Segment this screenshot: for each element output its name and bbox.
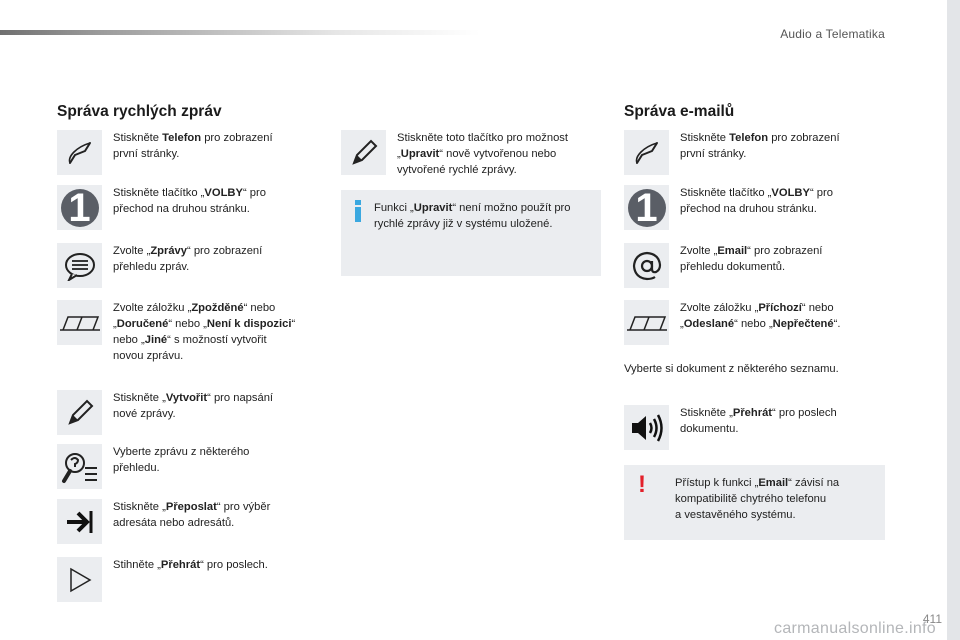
- warning-note: [624, 465, 885, 540]
- phone-icon: [624, 130, 669, 175]
- warning-text: Přístup k funkci „Email“ závisí na kompatibilitě chytrého telefonu a vestavěného systému.: [675, 477, 840, 521]
- messages-list-icon: [57, 243, 102, 288]
- info-note: [341, 190, 601, 276]
- pencil-icon: [341, 130, 386, 175]
- number-one-icon: 1: [628, 189, 666, 227]
- step-text: Zvolte „Zprávy“ pro zobrazení přehledu zpráv.: [113, 245, 263, 273]
- select-message-icon: [57, 444, 102, 489]
- step-text: Stiskněte Telefon pro zobrazení první stránky.: [680, 132, 840, 160]
- left-section-title: Správa rychlých zpráv: [57, 103, 222, 120]
- page-number: 411: [922, 612, 942, 626]
- tabs-icon: [57, 300, 102, 345]
- step-text: Zvolte „Email“ pro zobrazení přehledu dokumentů.: [680, 245, 823, 273]
- number-one-icon: 1: [61, 189, 99, 227]
- step-text: Stiskněte „Vytvořit“ pro napsání nové zprávy.: [113, 392, 274, 420]
- step-text: Stiskněte tlačítko „VOLBY“ pro přechod na druhou stránku.: [113, 187, 266, 215]
- section-name: Audio a Telematika: [780, 27, 885, 41]
- info-icon: [350, 200, 366, 226]
- speaker-icon: [624, 405, 669, 450]
- forward-icon: [57, 499, 102, 544]
- step-text: Stiskněte „Přeposlat“ pro výběr adresáta nebo adresátů.: [113, 501, 271, 529]
- step-text: Stiskněte Telefon pro zobrazení první stránky.: [113, 132, 273, 160]
- step-text: Stihněte „Přehrát“ pro poslech.: [113, 559, 268, 571]
- watermark: carmanualsonline.info: [774, 620, 936, 637]
- select-document-text: Vyberte si dokument z některého seznamu.: [624, 363, 839, 375]
- tabs-icon: [624, 300, 669, 345]
- page-edge-strip: [947, 0, 960, 640]
- step-text: Zvolte záložku „Příchozí“ nebo „Odeslané“ nebo „Nepřečtené“.: [680, 302, 841, 330]
- header-gradient-bar: [0, 30, 480, 35]
- warning-icon: !: [638, 471, 646, 498]
- pencil-icon: [57, 390, 102, 435]
- step-text: Vyberte zprávu z některého přehledu.: [113, 446, 250, 474]
- step-text: Stiskněte „Přehrát“ pro poslech dokumentu.: [680, 407, 837, 435]
- at-sign-icon: [624, 243, 669, 288]
- step-text: Stiskněte toto tlačítko pro možnost „Upravit“ nově vytvořenou nebo vytvořené rychlé zprávy.: [397, 132, 569, 176]
- info-text: Funkci „Upravit“ není možno použít pro rychlé zprávy již v systému uložené.: [374, 202, 571, 230]
- phone-icon: [57, 130, 102, 175]
- step-text: Zvolte záložku „Zpožděné“ nebo „Doručené“ nebo „Není k dispozici“ nebo „Jiné“ s možností vytvořit novou zprávu.: [113, 302, 296, 362]
- step-text: Stiskněte tlačítko „VOLBY“ pro přechod na druhou stránku.: [680, 187, 833, 215]
- right-section-title: Správa e-mailů: [624, 103, 735, 120]
- play-icon: [57, 557, 102, 602]
